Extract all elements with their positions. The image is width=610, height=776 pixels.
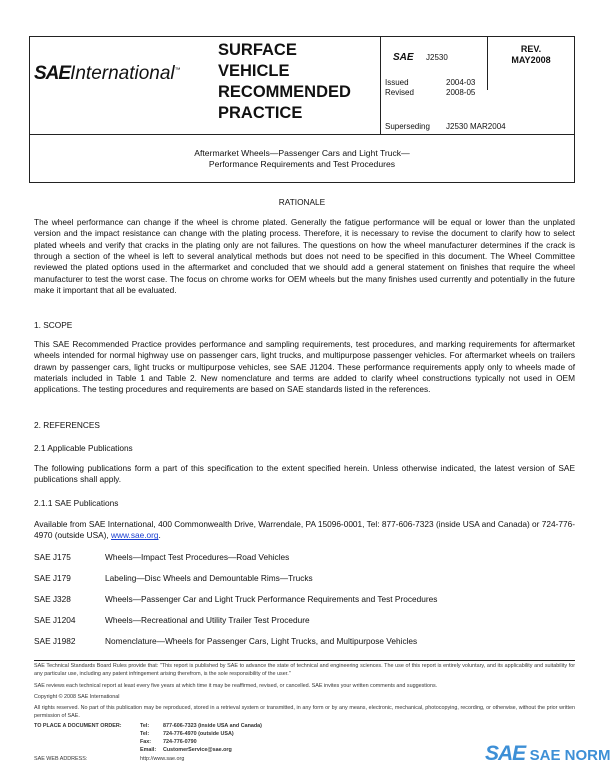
- doc-type-line: VEHICLE: [218, 62, 290, 80]
- reference-title: Wheels—Recreational and Utility Trailer Test Procedure: [105, 615, 310, 625]
- issued-value: 2004-03: [446, 78, 476, 87]
- email-value[interactable]: CustomerService@sae.org: [163, 747, 232, 753]
- reference-title: Wheels—Impact Test Procedures—Road Vehicles: [105, 552, 290, 562]
- logo-sae: SAE: [34, 63, 71, 84]
- punctuation: .: [158, 530, 161, 541]
- footer-rights: All rights reserved. No part of this publication may be reproduced, stored in a retrieval system or transmitted, in any form or by any means, electronic, mechanical, photocopying, recording, or otherwise, without the prior written permission of SAE.: [34, 705, 575, 719]
- superseding-value: J2530 MAR2004: [446, 122, 506, 131]
- reference-title: Labeling—Disc Wheels and Demountable Rims—Trucks: [105, 573, 313, 583]
- revision: [487, 44, 575, 66]
- tel-value: 877-606-7323 (inside USA and Canada): [163, 723, 262, 729]
- doc-number: J2530: [426, 53, 448, 62]
- sae-website-link[interactable]: www.sae.org: [111, 530, 159, 541]
- watermark-sae: SAE: [485, 742, 526, 765]
- reference-title: Nomenclature—Wheels for Passenger Cars, Light Trucks, and Multipurpose Vehicles: [105, 636, 418, 646]
- divider: [380, 36, 381, 134]
- reference-item: [34, 594, 438, 604]
- document-title: [29, 148, 575, 170]
- reference-item: [34, 615, 310, 625]
- doc-type-line: PRACTICE: [218, 104, 303, 122]
- scope-heading: 1. SCOPE: [34, 320, 73, 330]
- watermark-text: SAE NORM: [529, 747, 610, 764]
- rationale-text: The wheel performance can change if the wheel is chrome plated. Generally the fatigue performance will be equal or lower than the unplated version and the impact resistance can change with the plating process. Therefore, it is necessary to revise the document to clarify how to select plated wheels and verify that cracks in the plating only are not failures. The questions on how the wheel manufacturer determines if the crack is through a section of the wheel is left to several analytical methods but does not need to be specified in this document. The Wheel Committee reviewed the plated options used in the aftermarket and concluded that we should add a general statement on finishes that require the wheel manufacturer to test the worst case. The focus on chrome works for OEM wheels but the many finishes used currently and potentially in the future make it important that all be evaluated.: [34, 217, 575, 296]
- fax-label: Fax:: [140, 739, 152, 745]
- sae-norm-watermark: [485, 742, 610, 766]
- footer-copyright: Copyright © 2008 SAE International: [34, 694, 120, 700]
- applicable-publications-text: The following publications form a part of this specification to the extent specified herein. Unless otherwise indicated, the latest version of SAE publications shall apply.: [34, 463, 575, 485]
- document-type: [218, 40, 351, 124]
- applicable-publications-heading: 2.1 Applicable Publications: [34, 443, 133, 453]
- availability-sentence: Available from SAE International, 400 Commonwealth Drive, Warrendale, PA 15096-0001, Tel: 877-606-7323 (inside USA and Canada) or 724-776-4970 (outside USA),: [34, 519, 575, 541]
- title-line: Aftermarket Wheels—Passenger Cars and Light Truck—: [194, 148, 410, 158]
- superseding-label: Superseding: [385, 122, 430, 131]
- issued-label: Issued: [385, 78, 409, 87]
- web-label: SAE WEB ADDRESS:: [34, 756, 88, 762]
- email-label: Email:: [140, 747, 157, 753]
- sae-mark: SAE: [393, 52, 414, 63]
- reference-code: SAE J175: [34, 552, 71, 562]
- reference-item: [34, 552, 290, 562]
- order-label: TO PLACE A DOCUMENT ORDER:: [34, 723, 122, 729]
- reference-item: [34, 636, 418, 646]
- references-heading: 2. REFERENCES: [34, 420, 100, 430]
- tel-label: Tel:: [140, 731, 150, 737]
- sae-publications-heading: 2.1.1 SAE Publications: [34, 498, 119, 508]
- reference-title: Wheels—Passenger Car and Light Truck Performance Requirements and Test Procedures: [105, 594, 438, 604]
- fax-value: 724-776-0790: [163, 739, 197, 745]
- footer-review-note: SAE reviews each technical report at least every five years at which time it may be reaffirmed, revised, or cancelled. SAE invites your written comments and suggestions.: [34, 683, 438, 689]
- doc-type-line: SURFACE: [218, 41, 297, 59]
- availability-text: [34, 519, 575, 542]
- divider: [29, 134, 575, 135]
- scope-text: This SAE Recommended Practice provides performance and sampling requirements, test procedures, and marking requirements for aftermarket wheels intended for normal highway use on passenger cars, light trucks, and multipurpose passenger vehicles. For aftermarket wheels on trailers drawn by passenger cars, light trucks or multipurpose vehicles, see SAE J1204. These performance requirements apply only to wheels made of materials included in Table 1 and Table 2. New nomenclature and terms are added to clarify wheel constructions typically not used in OEM applications. The testing procedures and requirements are based on SAE standards listed in the references.: [34, 339, 575, 395]
- reference-code: SAE J328: [34, 594, 71, 604]
- logo-text: International: [70, 63, 175, 84]
- sae-international-logo: [34, 63, 181, 85]
- reference-code: SAE J1204: [34, 615, 76, 625]
- rationale-heading: RATIONALE: [278, 197, 326, 207]
- revised-label: Revised: [385, 88, 414, 97]
- web-value[interactable]: http://www.sae.org: [140, 756, 185, 762]
- rev-label: REV.: [520, 44, 542, 54]
- reference-code: SAE J179: [34, 573, 71, 583]
- reference-code: SAE J1982: [34, 636, 76, 646]
- doc-type-line: RECOMMENDED: [218, 83, 351, 101]
- reference-item: [34, 573, 313, 583]
- title-line: Performance Requirements and Test Procedures: [208, 159, 396, 169]
- footer-disclaimer: SAE Technical Standards Board Rules provide that: "This report is published by SAE to advance the state of technical and engineering sciences. The use of this report is entirely voluntary, and its applicability and suitability for any particular use, including any patent infringement arising therefrom, is the sole responsibility of the user.": [34, 663, 575, 677]
- logo-tm: ™: [174, 67, 181, 74]
- rev-date: MAY2008: [511, 55, 551, 65]
- footer-divider: [34, 660, 575, 661]
- tel-value: 724-776-4970 (outside USA): [163, 731, 234, 737]
- tel-label: Tel:: [140, 723, 150, 729]
- revised-value: 2008-05: [446, 88, 476, 97]
